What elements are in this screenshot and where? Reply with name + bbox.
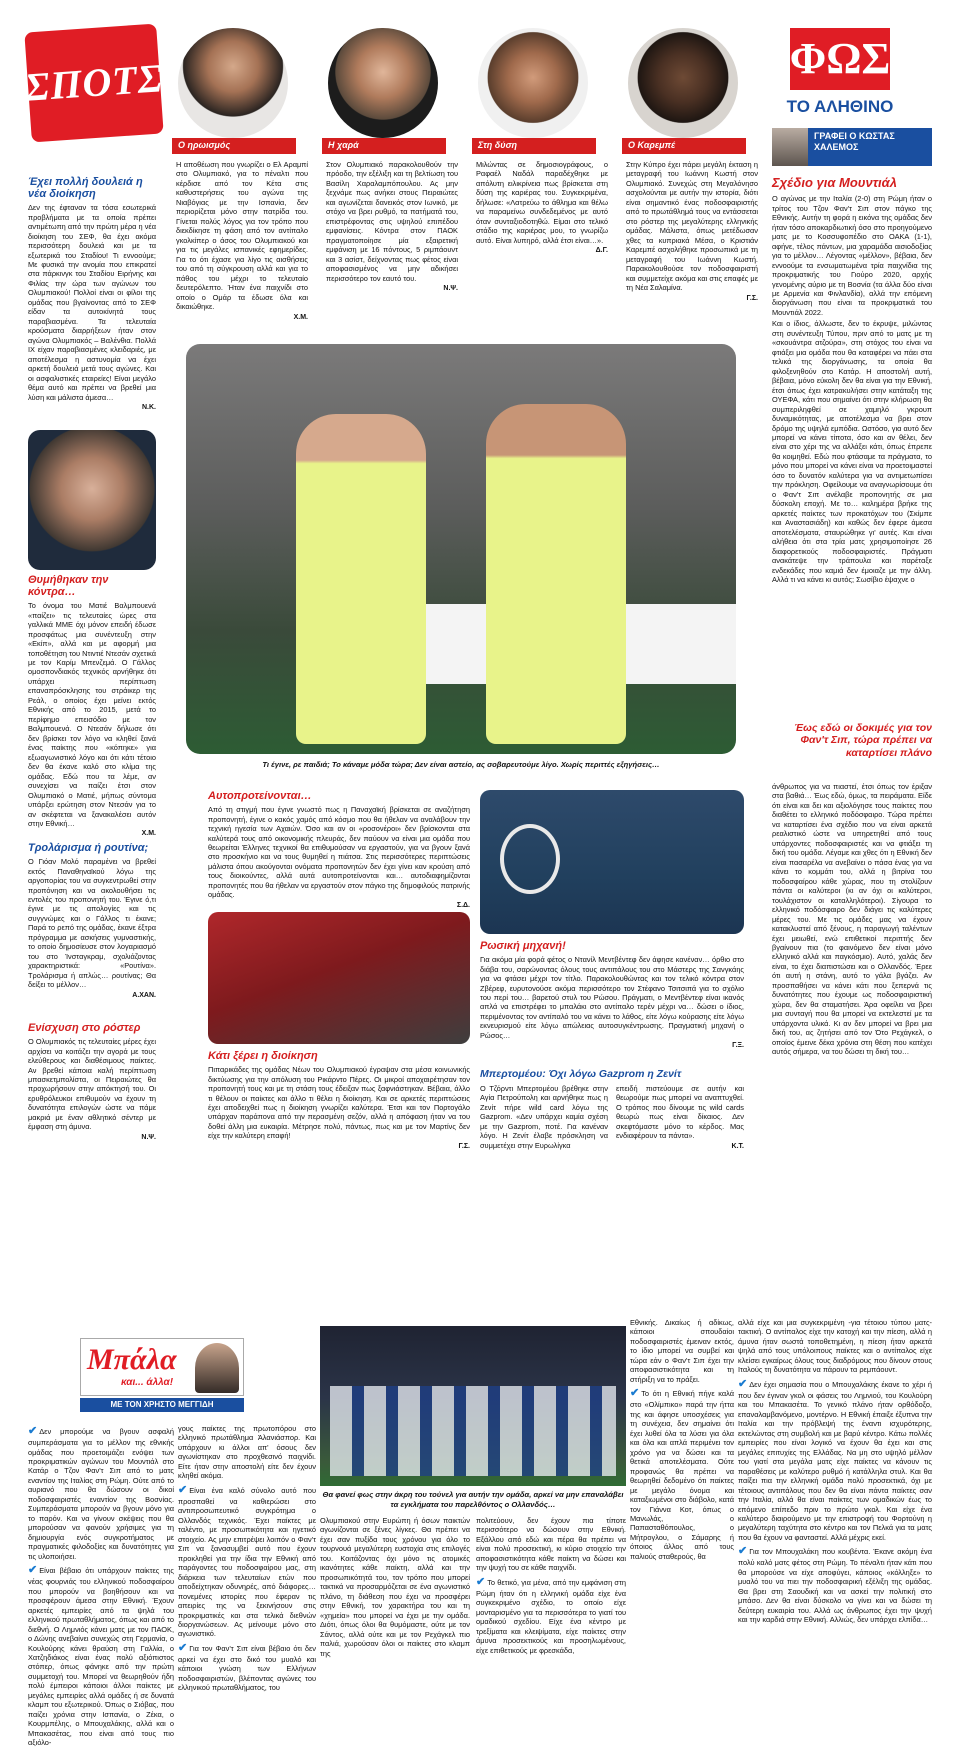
check-icon: ✔ bbox=[738, 1377, 748, 1390]
article-body: άνθρωπος για να πιαστεί, έτσι όπως τον έριξαν στα βαθιά… Έως εδώ, όμως, τα πειράματα. Είδε ότι είναι και δει και αξιολόγησε τους παίκτες που διαθέτει το ελληνικό ποδόσφαιρο. Τώρα πρέπει να καταρτίσει ένα σχέδιο που να είναι αρκετά ρεαλιστικό ώστε να υπηρετηθεί από τους υπάρχοντες ποδοσφαιριστές και να φτιάξει τη δική του ομάδα. Λέγαμε και χθες ότι η Εθνική δεν είναι πασαρέλα να ανεβαίνει ο πάσα ένας για να κάνει το κομμάτι του, αλλά η βιτρίνα του ποδοσφαίρου κάθε χώρας, που τη στολίζουν πάντα οι καλύτεροι (κι αν όχι οι καλύτεροι, τουλάχιστον οι καταλληλότεροι). Σίγουρα το ελληνικό ποδόσφαιρο δεν διάγει τις καλύτερες μέρες του. Με τις ομάδες μας να έχουν κατακλυστεί από ξένους, η παραγωγή ταλέντων έχει μειωθεί, ενώ επιθετικοί περιπτής δεν βγαίνουν πια (το φαινόμενο δεν είναι μόνο ελληνικό αλλά και παγκόσμιο). Αυτό, χαλάς δεν είναι, το έχει διαπιστώσει και ο Ολλανδός. Έρεε ότι αυτή η στάνη, αυτό το γάλα βγάζει. Αν προσπαθήσει να κάνει κάτι που ξεπερνά τις δυνατότητες που έχουμε ως ποδοσφαιριστική χώρα, δεν θα σταματήσει. Άρα οφείλει να βρει μια συνταγή που θα μπορεί να εκτελεστεί με τα υπάρχοντα υλικά. Κι αν δεν μπορεί να βρει μια δική του, ας ζητήσει από τον Ότο Ρεχάγκελ, ο οποίος έμεινε δέκα χρόνια στη θέση που κατέχει αυτός σήμερα, να του δώσει τη δική του… bbox=[772, 782, 932, 1057]
article-body: Εθνικής. Δικαίως ή αδίκως, κάποιοι σπουδαίοι ποδοσφαιριστές έμειναν εκτός, το ίδιο μπορεί να συμβεί και τώρα εάν ο Φαν'τ Σιπ έχει την αποφασιστικότητα και τη στήριξη να το πράξει. bbox=[630, 1318, 734, 1384]
portrait-caption: Στη δύση bbox=[472, 138, 596, 154]
main-photo-caption: Τι έγινε, ρε παιδιά; Το κάναμε μόδα τώρα; Δεν είναι αστείο, ας σοβαρευτούμε λίγο. Χωρίς περιττές εξηγήσεις… bbox=[262, 760, 660, 769]
article-signature: Ν.Ψ. bbox=[443, 285, 458, 293]
article-body: Για ακόμα μία φορά φέτος ο Ντανίλ Μεντβέντεφ δεν άφησε κανέναν… όρθιο στο διάβα του, σαρώνοντας όλους τους αντιπάλους του στο Μάστερς της Σανγκάης για να φτάσει μέχρι τον τίτλο. Παρακολουθώντας και τον τελικό κόντρα στον Ζβέρεφ, ευρυτονούσε ακόμα περισσότερο τον Στέφανο Τσιτσιπά για το σχόλιο του περί του… βαρετού στυλ του Ρώσου. Πράγματι, ο Μεντβέντεφ είναι ικανός απλά να επιστρέφει το μπαλάκι στο αντίπαλο τερέν μέχρι να… δώσει ο ίδιος, περιμένοντας τον αντίπαλό του να κάνει το λάθος, είτε λόγω κούρασης είτε λόγω εκνευρισμού είτε λόγω απώλειας αυτοσυγκέντρωσης. Πραγματική μηχανή ο Ρώσος… bbox=[480, 955, 744, 1040]
article-signature: Χ.Μ. bbox=[293, 313, 308, 321]
article-body: Στον Ολυμπιακό παρακολουθούν την πρόοδο, την εξέλιξη και τη βελτίωση του Βασίλη Χαραλαμπόπουλου. Ας μην ξεχνάμε πως ανήκει στους Πειραιώτες και αγωνίζεται δανεικός στον Ιωνικό, με στόχο να βρει ρυθμό, τα πατήματά του, επιστρέφοντας στις υψηλού επιπέδου εμφανίσεις. Κόντρα στον ΠΑΟΚ πραγματοποίησε μία εξαιρετική εμφάνιση με 16 πόντους, 5 ριμπάουντ και 3 ασίστ, δείχνοντας πως φέτος είναι αποφασισμένος να μην αδικήσει περισσότερο τον εαυτό του. bbox=[326, 160, 458, 283]
autoproteinountai-column bbox=[208, 790, 470, 911]
article-body: Ο Τζόρντι Μπερτομέου βρέθηκε στην Αγία Πετρούπολη και αρνήθηκε πως η Ζενίτ πήρε wild card λόγω της Gazprom. «Δεν υπάρχει καμία σχέση με την Gazprom, ποτέ. Για κανέναν λόγο. Η Ζενίτ έλαβε πρόσκληση να συμμετέχει στην Ευρωλίγκα bbox=[480, 1084, 608, 1150]
article-body: αλλά είχε και μια συγκεκριμένη -για τέτοιου τύπου ματς- τακτική. Ο αντίπαλος είχε την κατοχή και την πίεση, αλλά η άμυνα ήταν σωστά τοποθετημένη, η πίεση ήταν αρκετά ψηλά από τους υπόλοιπους παίκτες και ο αντίπαλος είχε κλείσει εγκαίρως όλους τους διαδρόμους που δίνουν στους Ιταλούς τη δυνατότητα να πάρουν τα ρεμπάουντ. bbox=[738, 1318, 932, 1375]
spots-left-column bbox=[28, 176, 156, 413]
fos-byline-box bbox=[772, 128, 932, 166]
portrait-nadal bbox=[478, 28, 588, 138]
fos-pullquote: Έως εδώ οι δοκιμές για τον Φαν'τ Σιπ, τώρα πρέπει να καταρτίσει πλάνο bbox=[794, 722, 932, 759]
article-body: Ο Ολυμπιακός τις τελευταίες μέρες έχει αρχίσει να κοιτάζει την αγορά με τους ελεύθερους και διαθέσιμους παίκτες. Αν βρεθεί κάποια καλή περίπτωση μπασκετμπολίστα, οι Πειραιώτες θα προχωρήσουν στην απόκτησή του. Οι ερυθρόλευκοι επιθυμούν να έχουν τη δυνατότητα επιλογών ώστε να πάμε μακριά με έναν αθλητικό σέντερ με έμφαση στη άμυνα. bbox=[28, 1037, 156, 1132]
article-body: πολιτεύουν, δεν έχουν πια τίποτε περισσότερο να δώσουν στην Εθνική. Εξάλλου από εδώ και πέρα θα πρέπει να είναι πολύ προσεκτική, κι κύριο στοιχείο την αποφασιστικότητα κάθε παίκτη να δώσει και την ψυχή του σε κάθε παιχνίδι. bbox=[476, 1516, 626, 1573]
photo-medvedev bbox=[480, 790, 744, 934]
el-arabi-column bbox=[176, 160, 308, 322]
article-title: Ενίσχυση στο ρόστερ bbox=[28, 1022, 141, 1034]
portrait-caption: Ο Καρεμπέ bbox=[622, 138, 746, 154]
portrait-caption: Η χαρά bbox=[322, 138, 446, 154]
mpertomeu-title: Μπερτομέου: Όχι λόγω Gazprom η Ζενίτ bbox=[480, 1068, 682, 1080]
article-body: Στην Κύπρο έχει πάρει μεγάλη έκταση η μεταγραφή του Ιωάννη Κωστή στον Ολυμπιακό. Συνεχώς στη Μεγαλόνησο ασχολούνται με αυτήν την ιστορία, διότι είναι σημαντικό ένας ποδοσφαιριστής από το πρωτάθλημά τους να εντάσσεται στο ρόστερ της μεγαλύτερης ελληνικής ομάδας. Μάλιστα, όπως μετέδωσαν χθες τα κυπριακά Μέσα, ο Κριστιάν Καρεμπέ ασχολήθηκε προσωπικά με τη μεταγραφή του Ιωάννη Κωστή. Παρακολουθούσε τον ποδοσφαιριστή και συμμετείχε ακόμα και στις επαφές με τη Νέα Σαλαμίνα. bbox=[626, 160, 758, 293]
article-body: Από τη στιγμή που έγινε γνωστό πως η Παναχαϊκή βρίσκεται σε αναζήτηση προπονητή, έγινε ο κακός χαμός από κόσμο που θα ήθελαν να αναλάβουν την τεχνική ηγεσία των Αχαιών. Όσο και αν οι «ροσονέροι» δεν βρίσκονται στα καλύτερά τους από οικονομικής πλευράς, δεν παύουν να είναι μια ομάδα που θεωρείται Έλληνες τεχνικοί θα επιθυμούσαν να εργαστούν, για να βγουν ξανά στο προσκήνιο και να τους θυμηθεί η πιάτσα. Στις περισσότερες περιπτώσεις μάλιστα όπου ακούγονται ονόματα προπονητών δεν έχει γίνει καν κρούση από τους διοικούντες, αλλά αυτά αυτοπροτείνονται και… αυτοδιαφημίζονται προπονητές που θα ήθελαν να εργαστούν στον πάγκο της δημοφιλούς πατρινής ομάδας. bbox=[208, 805, 470, 900]
charalampopoulos-column bbox=[326, 160, 458, 294]
article-title: Αυτοπροτείνονται… bbox=[208, 790, 312, 802]
player-right bbox=[486, 404, 626, 744]
rosiki-column bbox=[480, 940, 744, 1051]
article-signature: Ν.Ψ. bbox=[141, 1133, 156, 1141]
troularisma-column bbox=[28, 842, 156, 1001]
portrait-el-arabi bbox=[178, 28, 288, 138]
portrait-karembeu bbox=[628, 28, 738, 138]
player-left bbox=[296, 414, 426, 744]
check-icon: ✔ bbox=[738, 1545, 748, 1558]
author-byline: ΓΡΑΦΕΙ Ο ΚΩΣΤΑΣ ΧΑΛΕΜΟΣ bbox=[808, 128, 932, 166]
mpala-byline: ΜΕ ΤΟΝ ΧΡΗΣΤΟ ΜΕΓΓΙΔΗ bbox=[80, 1398, 244, 1412]
article-title: Κάτι ξέρει η διοίκηση bbox=[208, 1050, 318, 1062]
article-signature: Κ.Τ. bbox=[731, 1142, 744, 1150]
mpala-column-6 bbox=[738, 1318, 932, 1627]
article-signature: Ν.Κ. bbox=[142, 404, 156, 412]
article-body: Δεν της έφταναν τα τόσα εσωτερικά προβλήματα με τα οποία πρέπει αντιμέτωπη από την πρώτη μέρα η νέα διοίκηση του ΣΕΦ, θα έχει ακόμα περισσότερη δουλειά και με τα εξωτερικά του Σταδίου! Τι εννοούμε; Με φυσικά την ανομία που επικρατεί στα πάρκινγκ του Σταδίου Ειρήνης και Φιλίας την ώρα των αγώνων του Ολυμπιακού! Πολλοί είναι οι φίλοι της ομάδας που βγαίνοντας από το ΣΕΦ είδαν τα αυτοκίνητά τους παραβιασμένα. Τα τελευταία κρούσματα διαρρήξεων ήταν στον αγώνα Ολυμπιακός – Βαλένθια. Πολλά ΙΧ είχαν παραβιασμένες κλειδαριές, με αποτέλεσμα η αστυνομία να έχει αρκετή δουλειά μετά τους αγώνες. Και οι ασφαλιστικές εταιρείες! Είναι μεγάλο θέμα αυτό και πρέπει να βρεθεί μια λύση και μάλιστα άμεσα… bbox=[28, 203, 156, 402]
photo-greece-national-team bbox=[320, 1326, 626, 1486]
mpertomeu-column-1 bbox=[480, 1084, 608, 1152]
article-signature: Δ.Γ. bbox=[595, 247, 608, 255]
photo-olympiacos-bench bbox=[208, 912, 470, 1044]
portrait-deschamps bbox=[28, 430, 156, 570]
article-body: Η αποθέωση που γνωρίζει ο Ελ Αραμπί στο Ολυμπιακό, για το πέναλτι που κέρδισε από τον Κέτα στις καθυστερήσεις του αγώνα της Νιαβόγιας με την Ισπανία, δεν περιορίζεται μόνο στην πατρίδα του. Γίνεται πολύς λόγος για τον τρόπο που διεκδίκησε τη φάση από τον αντίπαλο γκολκίπερ ο άσος του Ολυμπιακού και για τις μεγάλες ισπανικές εφημερίδες. Για το ότι έχασε για λίγο τις αισθήσεις του από τη σύγκρουση αλλά και για το πάθος του μέχρι το τελευταίο δευτερόλεπτο. Ήταν ένα παιχνίδι στο οποίο ο Ομάρ τα έδωσε όλα και δικαιώθηκε. bbox=[176, 160, 308, 312]
mpertomeu-column-2 bbox=[616, 1084, 744, 1152]
mpala-column-5 bbox=[476, 1516, 626, 1657]
article-signature: Γ.Ξ. bbox=[732, 1042, 744, 1050]
check-icon: ✔ bbox=[476, 1575, 486, 1588]
main-photo-players-saluting bbox=[186, 344, 736, 754]
article-body: ✔ Το ότι η Εθνική πήγε καλά στο «Ολίμπικο» παρά την ήττα της και άφησε υποσχέσεις για τη συνέχεια, δεν σημαίνει ότι έχει λυθεί όλα τα λύσει για όλα και όλα και απλά περιμένει τον χρόνο για να δώσει και τα θετικά αποτελέσματα. Ούτε προφανώς θα πρέπει να θεωρηθεί δεδομένο ότι παίκτες με μεγάλο όνομα και καταξιωμένοι στο διάβολο, κατά τον Γιάννα Κοτ, όπως ο Μανωλάς, ο Παπασταθόπουλος, ο Μήτρογλου, ο Σάμαρης ή όποιος άλλος από τους παλιούς σταθερούς, θα bbox=[630, 1387, 734, 1561]
check-icon: ✔ bbox=[178, 1483, 188, 1496]
author-photo bbox=[772, 128, 808, 166]
article-title: Τρολάρισμα ή ρουτίνα; bbox=[28, 842, 149, 854]
players-row bbox=[330, 1386, 616, 1476]
article-body: Ο αγώνας με την Ιταλία (2-0) στη Ρώμη ήταν ο τρίτος του Τζον Φαν'τ Σιπ στον πάγκο της Εθνικής. Αυτήν τη φορά η εικόνα της ομάδας δεν ήταν τόσο αποκαρδιωτική όσο στο προηγούμενο ματς με το Κοσσυφοπέδιο στο ΟΑΚΑ (1-1), αφήνε, τέλος πάντων, μια χαραμάδα αισιοδοξίας για το μέλλον… Λέγοντας «μέλλον», βέβαια, δεν εννοούμε τα ενσωματωμένα τρία παιχνίδια της προκριματικής του Γιούρο 2020, αρχής γενομένης αύριο με τη Βοσνία (τα άλλα δύο είναι με Αρμενία και Φινλανδία), αλλά την επόμενη διοργάνωση που είναι τα προκριματικά του Μουντιάλ 2022. bbox=[772, 194, 932, 317]
article-body: ✔ Για τον Φαν'τ Σιπ είναι βέβαιο ότι δεν αρκεί να έχει στο δικό του μυαλό και κάποιοι γνώση των Ελλήνων ποδοσφαιριστών, βλέποντας αγώνες του ελληνικού πρωταθλήματος, του bbox=[178, 1641, 316, 1693]
kati-xerei-column bbox=[208, 1050, 470, 1152]
spots-logo: ΣΠΟΤΣ bbox=[24, 24, 163, 143]
article-body: Ολυμπιακού στην Ευρώπη ή όσων παικτών αγωνίζονται σε ξένες λίγκες. Θα πρέπει να έχει σαν πυξίδα τους χρόνου για όλο το τουρνουά μεγαλύτερη ευστοχία στις επιλογές του. Κοιτάζοντας όχι μόνο τις ατομικές ικανότητες κάθε παίκτη, αλλά και την προσωπικότητά του, τον τρόπο που μπορεί τακτικά να προσαρμόζεται σε ένα αγωνιστικό πλάνο, τη διάθεση που έχει να προσφέρει στην Εθνική, τον χαρακτήρα του και τη «χημεία» που μπορεί να έχει με την ομάδα. Διότι, όπως όλοι θα θυμόμαστε, ούτε με τον Σάντος, αλλά ούτε και με τον Ρεχάγκελ πιο παλιά, χωρούσαν όλοι οι παίκτες στο κλαμπ της bbox=[320, 1516, 470, 1658]
article-title: Θυμήθηκαν την κόντρα… bbox=[28, 574, 109, 599]
tennis-racket bbox=[500, 824, 560, 894]
karembeu-column bbox=[626, 160, 758, 304]
mpala-column-3 bbox=[320, 1516, 470, 1660]
article-signature: Γ.Σ. bbox=[746, 294, 758, 302]
fos-subtitle: ΤΟ ΑΛΗΘΙΝΟ bbox=[786, 97, 894, 116]
article-body: ✔ Δεν μπορούμε να βγουν ασφαλή συμπεράσματα για το μέλλον της εθνικής ομάδας που προετοιμάζει ενόψει των προκριματικών αγώνων του Μουντιάλ στο Κατάρ ο Τζον Φαν'τ Σιπ από το ματς εναντίον της Ιταλίας στη Ρώμη. Ούτε από το αυριανό που θα δώσουν οι δικοί ποδοσφαιριστές εναντίον της Βοσνίας. Συμπεράσματα μπορούν να βγουν μόνο για το παρόν. Και να γίνουν σκέψεις που θα μπορούσαν να φανούν χρήσιμες για τη δημιουργία ενός συγκροτήματος με πραγματικές φιλοδοξίες και δυνατότητες για τις υλοποιήσει. bbox=[28, 1425, 174, 1561]
check-icon: ✔ bbox=[28, 1564, 38, 1577]
article-body: ✔ Το θετικό, για μένα, από την εμφάνιση στη Ρώμη ήταν ότι η ελληνική ομάδα είχε ένα συγκεκριμένο σχέδιο, το οποίο είχε μονταρισμένο για τα περισσότερα το γιατί του ομαδικού σχεδίου. Είχε ένα κέντρο με τρεξίματα και κλειψίματα, είχε παίκτες στην άμυνα προσεκτικούς και προσηλωμένους, είχε επιθετικούς με φρεσκάδα, bbox=[476, 1575, 626, 1655]
fos-column bbox=[772, 176, 932, 587]
article-body: Και ο ίδιος, άλλωστε, δεν το έκρυψε, μιλώντας στη συνέντευξη Τύπου, πριν από το ματς με τη «σκουάντρα ατζούρα», στη στόχος του είναι να φτιάξει μια ομάδα που θα καταφέρει να πάει στα τελικά της διοργάνωσης, τα οποία θα φιλοξενηθούν στο Κατάρ. Η αποστολή αυτή, βέβαια, μόνο εύκολη δεν θα είναι για την Εθνική, έτσι όπως έχει κατρακυλήσει στην κατάταξη της ΟΥΕΦΑ, κάτι που σημαίνει ότι στην κλήρωση θα συμπεριληφθεί σε χαμηλό γκρουπ δυναμικότητας, με αποτέλεσμα να βρει στον δρόμο της υψηλά εμπόδια. Ωστόσο, για αυτό δεν μπορεί να κάνει τίποτα, όσο και αν θέλει, δεν είναι στο χέρι της να αλλάξει κάτι, όπως έπρεπε θα κοιμηθεί. Εδώ που φτάσαμε τα πράγματα, το μόνο που μπορεί να κάνει είναι να προετοιμαστεί όσο το δυνατόν καλύτερα για να αντιμετωπίσει την πρόκληση. Οφείλουμε να αναγνωρίσουμε ότι ο Φαν'τ Σιπ ανέλαβε προπονητής σε μια δύσκολη εποχή. Με το… καλημέρα βρήκε της αρκετές παίκτες των προκατόχων του (Σκίμπε και Αναστασιάδη) και καθώς δεν έφερε άμεσα αποτελέσματα, σταυρώθηκε γι' αυτές. Και είναι αλήθεια ότι στα τρία ματς χρησιμοποίησε 26 διαφορετικούς ποδοσφαιριστές. Πράγματι ανακάτεψε την τράπουλα και παρέταξε ενδεκάδες που καμιά δεν έμοιαζε με την άλλη. Αλλά τι να κάνει κι αυτός; Σωσίβιο έψαχνε ο bbox=[772, 319, 932, 585]
portrait-charalampopoulos bbox=[328, 28, 438, 138]
article-signature: Χ.Μ. bbox=[141, 830, 156, 838]
article-body: Ο Γιόαν Μολό παραμένει να βρεθεί εκτός Παναθηναϊκού λόγω της αργοπορίας του να συγκεντρωθεί στην προπόνηση και να ακολουθήσει τις εντολές του προπονητή του. Έγινε ό,τι έγινε με τις απολογίες και τις συγγνώμες και ο Γάλλος τι έκανε; Παρά το ρεπό της ομάδας, έκανε έξτρα πρόγραμμα με ασκήσεις γυμναστικής, το οποίο δημοσίευσε στον λογαριασμό του στο Ίνσταγκραμ, σχολιάζοντας χαρακτηριστικά: «Ρουτίνα». Τρολάρισμα ή απλώς… ρουτίνας; Θα δείξει το μέλλον… bbox=[28, 857, 156, 990]
mpala-column-4 bbox=[630, 1318, 734, 1563]
enisxysi-column bbox=[28, 1022, 156, 1143]
article-signature: Σ.Δ. bbox=[456, 901, 470, 909]
article-signature: Α.ΧΑΝ. bbox=[132, 991, 156, 999]
article-title: Ρωσική μηχανή! bbox=[480, 940, 566, 952]
article-title: Έχει πολλή δουλειά η νέα διοίκηση bbox=[28, 176, 143, 201]
article-body: ✔ Για τον Μπουχαλάκη που κουβέντα. Έκανε ακόμη ένα πολύ καλό ματς φέτος στη Ρώμη. Το πέναλτι ήταν κάτι που θα μπορούσε να είχε αποφύγει, κάποιος «κόλληξε» το μυαλό του να πιει την ποδοσφαιρική εξέλιξη της ομάδας. Θα βρει στη Σαουδική και να ασκεί την πολιτική στο μπάσο. Δεν θα είναι δύσκολο να γίνει και να δώσει τη δεύτερη ευκαιρία του. Αλλά ως άνθρωπος έχει την ψυχή και την καρδιά στην Εθνική. Αλλιώς, δεν υπάρχει ελπίδα… bbox=[738, 1545, 932, 1625]
check-icon: ✔ bbox=[28, 1425, 38, 1437]
article-title: Σχέδιο για Μουντιάλ bbox=[772, 175, 897, 190]
fos-column-cont bbox=[772, 782, 932, 1059]
article-body: ✔ Είναι ένα καλό σύνολο αυτό που προσπαθεί να καθιερώσει στο αντιπροσωπευτικό συγκρότημα ο Ολλανδός τεχνικός. Έχει παίκτες με ταλέντο, με προσωπικότητα και ηγετικό στοιχείο. Ας μην επιτρέψει λοιπόν ο Φαν'τ Σιπ να ξανασυμβεί αυτό που έχουν προκληθεί για την ίδια την Εθνική από παράγοντες του ποδοσφαίρου μας, στη διάρκεια των τελευταίων ετών που αποδείχτηκαν οδυνηρές, από διάφορες… πονεμένες ιστορίες που έφεραν τις απειρίες της να ξεκινήσουν στις προκριματικές και στα τελικά διεθνών διοργανώσεων. Ας μείνουμε μόνο στο αγωνιστικό. bbox=[178, 1483, 316, 1639]
mpala-photo-caption: Θα φανεί φως στην άκρη του τούνελ για αυτήν την ομάδα, αρκεί να μην επαναλάβει τα εγκλήματα του παρελθόντος ο Ολλανδός… bbox=[322, 1490, 624, 1509]
portrait-caption: Ο ηρωισμός bbox=[172, 138, 296, 154]
mpala-logo-box bbox=[80, 1338, 244, 1396]
article-signature: Γ.Σ. bbox=[458, 1142, 470, 1150]
article-body: επειδή πιστεύουμε σε αυτήν και θεωρούμε πως μπορεί να αναπτυχθεί. Ο τρόπος που δίνουμε τις wild cards θεωρώ πως είναι δίκαιος. Δεν σκεφτόμαστε μόνο το κέρδος. Μας ενδιαφέρουν τα πάντα». bbox=[616, 1084, 744, 1141]
nadal-column bbox=[476, 160, 608, 256]
article-body: Πιπαρικάδες της ομάδας Νέων του Ολυμπιακού έγραψαν στα μέσα κοινωνικής δικτύωσης για την απόλυση του Ρικάρντο Πέρες. Οι μικροί αποχαιρέτησαν τον προπονητή τους και με τη στάση τους έδειξαν πως ξαφνιάστηκαν. Βέβαια, άλλο τι θέλουν οι παίκτες και άλλο τι θέλει η διοίκηση. Και σε αρκετές περιπτώσεις έχει αποδειχθεί πως η διοίκηση γνωρίζει καλύτερα. Έτσι και τον Πορτογάλο υπάρχαν παράπονα από την περασμένη σεζόν, αλλά η απόφαση ήταν να του δοθεί άλλη μια ευκαιρία. Μέτρησε πολύ, πάντως, πως και με τον Μαρτίνς δεν είχε την καλύτερη επαφή! bbox=[208, 1065, 470, 1141]
check-icon: ✔ bbox=[178, 1641, 188, 1654]
author-photo bbox=[195, 1343, 239, 1393]
mpala-column-1 bbox=[28, 1424, 174, 1750]
mpala-logo-sub: και... άλλα! bbox=[121, 1377, 174, 1388]
article-body: Το όνομα του Ματιέ Βαλμπουενά «παίζει» τις τελευταίες ώρες στα γαλλικά ΜΜΕ όχι μόνον επειδή έδωσε προσφάτως μια συνέντευξη στην «Εκίπ», αλλά και με αφορμή μια τοποθέτηση του Ντιντιέ Ντεσάν σχετικά με τον Καρίμ Μπενζεμά. Ο Γάλλος ομοσπονδιακός τεχνικός αρνήθηκε ότι υπάρχει περίπτωση επαναπρόσκλησης του στράικερ της Ρεάλ, ο οποίος έχει μείνει εκτός Εθνικής από το 2015, μετά το περίφημο επεισόδιο με τον Βαλμπουενά. Ο Ντεσάν δήλωσε ότι δεν βρίσκει τον λόγο να κληθεί ξανά ένας παίκτης που «κόπηκε» για εξωαγωνιστικό λόγο και ότι κάτι τέτοιο δεν θα έκανε καλό στο κλίμα της ομάδας. Εδώ που τα λέμε, αν συνεχίσει να παίζει έτσι στον Ολυμπιακό ο Ματιέ, μήπως σύντομα υπάρξει ερώτηση στον Ντεσάν για το αν σκέφτεται να ξανακαλέσει αυτόν στην Εθνική… bbox=[28, 601, 156, 828]
article-body: γους παίκτες της πρωτοπόρου στο ελληνικό πρωτάθλημα Άλανιάσπορ. Και υπάρχουν κι άλλοι απ' όσους δεν αγωνίστηκαν στο προχθεσινό παιχνίδι. Είτε ήταν στην αποστολή είτε δεν έχουν κληθεί ακόμα. bbox=[178, 1424, 316, 1481]
article-body: ✔ Είναι βέβαιο ότι υπάρχουν παίκτες της νέας φουρνιάς του ελληνικού ποδοσφαίρου που μπορούν να βοηθήσουν και να προσφέρουν άμεσα στην Εθνική. Έχουν αρκετές εμπειρίες από τα ψηλά του ελληνικού πρωταθλήματος, όπως και από το διεθνή. Ο Λημνιός κάνει ματς με τον ΠΑΟΚ, ο Δώνης ανεβαίνει συνεχώς στη Γερμανία, ο Κουλούρης κάνει θραύση στη Γαλλία, ο Χατζηδιάκος είναι ένας πολύ αξιόπιστος στόπερ, όπως φάνηκε από την πρώτη συμμετοχή του. Μπορεί να θεωρηθούν ήδη πολύ έμπειροι κάποιοι άλλοι παίκτες με μεγάλες εμπειρίες αλλά ομάδες ή σε δυνατά κλαμπ του εξωτερικού. Όπως ο Σιόβας, που παίζει χρόνια στην Ισπανία, ο Ζέκα, ο Κουρμπέλης, ο Μπουχαλάκης, αλλά και ο Μπακασέτας, που είναι από τους πιο αξιόλο- bbox=[28, 1564, 174, 1748]
article-body: ✔ Δεν έχει σημασία που ο Μπουχαλάκης έκανε το χέρι ή που δεν έγιναν γκολ οι φάσεις του Λημνιού, του Κουλούρη και του Μπακασέτα. Το γενικό πλάνο ήταν ορθόδοξο, επαναλαμβανόμενο, μοντέρνο. Η Εθνική έπαιξε έξυπνα την Ιταλία και την πρόβλεψή της έναντι ισχυρότερης, εκτελώντας στη συμβολή και με βαρύ κέντρο. Κάτω πολλές εμπειρίες που είναι λογικό να έχουν θα έχει και στις μεγάλες επιτυχίες της Ελλάδας. Να μη στο υψηλό μέλλον του γιατί στα μεγάλα ματς είχε παίκτες να κάνουν τις παραθέσεις με καλύτερο ρυθμό ή κατάλληλα στυλ. Και θα παίξει πια την ελληνική ομάδα πολύ προσεκτικά, όχι με τέτοιους αντιπάλους που δεν θα είναι πάντα παίκτες σαν την Ιταλία, αλλά θα είναι παίκτες των ομαδικών έως το επόμενο επίπεδο πριν το πρώτο γκολ. Και είχε ένα καλύτερο διαιρούμενο με την επιστροφή του Φορτούνη η μεγαλύτερη ταχύτητα στο κέντρο και τον Πελκά για τα ματς που θα έχουν να φανταστεί. Αλλά μέχρις εκεί. bbox=[738, 1377, 932, 1542]
mpala-column-2 bbox=[178, 1424, 316, 1695]
fos-logo: ΦΩΣ bbox=[790, 28, 890, 90]
check-icon: ✔ bbox=[630, 1387, 640, 1400]
article-body: Μιλώντας σε δημοσιογράφους, ο Ραφαέλ Ναδάλ παραδέχθηκε με απόλυτη ειλικρίνεια πως βρίσκεται στη δύση της καριέρας του. Συγκεκριμένα, δήλωσε: «Λατρεύω το άθλημα και θέλω να παραμείνω συνδεδεμένος με αυτό όταν συνταξιοδοτηθώ. Είμαι στο τελικό στάδιο της καριέρας μου, το γνωρίζω αυτό. Είναι λυπηρό, αλλά έτσι είναι…». bbox=[476, 160, 608, 245]
mpala-logo-main: Μπάλα bbox=[87, 1343, 177, 1376]
thymithikan-column bbox=[28, 574, 156, 839]
